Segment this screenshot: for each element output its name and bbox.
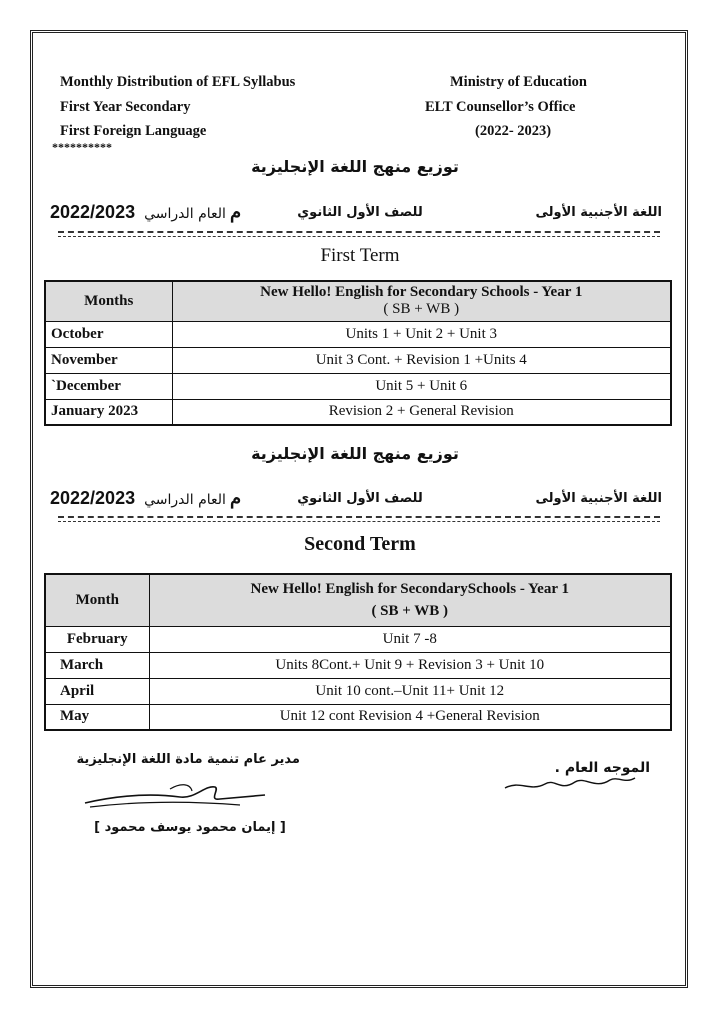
separator-line-1b [58, 236, 660, 237]
content-cell: Revision 2 + General Revision [172, 399, 671, 425]
table-row [45, 373, 671, 399]
first-term-table [44, 280, 672, 426]
arabic-class-2: للصف الأول الثانوي [297, 491, 423, 506]
months-column-header: Months [45, 281, 172, 321]
content-cell: Unit 5 + Unit 6 [172, 373, 671, 399]
arabic-title-1: توزيع منهج اللغة الإنجليزية [251, 157, 459, 176]
header-right-line-1: Ministry of Education [450, 74, 587, 90]
book-column-header [149, 574, 671, 626]
book-title: New Hello! English for SecondarySchools - Year 1 [250, 581, 569, 598]
month-cell: `December [45, 373, 172, 399]
separator-line-2a [58, 516, 660, 518]
table-header-row [45, 281, 671, 321]
content-cell: Unit 12 cont Revision 4 +General Revision [149, 704, 671, 730]
second-term-table [44, 573, 672, 731]
arabic-language-2: اللغة الأجنبية الأولى [535, 491, 662, 506]
book-components: ( SB + WB ) [383, 301, 460, 318]
table-row [45, 652, 671, 678]
arabic-year-block-1 [50, 202, 241, 223]
table-header-row [45, 574, 671, 626]
right-signature-icon [500, 770, 640, 800]
table-row [45, 321, 671, 347]
header-left-line-3: First Foreign Language [60, 123, 207, 139]
arabic-year-label-2: العام الدراسي [144, 492, 226, 508]
month-cell: April [45, 678, 149, 704]
header-left-line-2: First Year Secondary [60, 99, 191, 115]
month-cell: November [45, 347, 172, 373]
arabic-year-1: 2022/2023 م [50, 202, 242, 222]
arabic-title-2: توزيع منهج اللغة الإنجليزية [251, 444, 459, 463]
arabic-class-1: للصف الأول الثانوي [297, 205, 423, 220]
separator-line-1a [58, 231, 660, 233]
arabic-language-1: اللغة الأجنبية الأولى [535, 205, 662, 220]
month-cell: January 2023 [45, 399, 172, 425]
month-cell: March [45, 652, 149, 678]
table-row [45, 678, 671, 704]
content-cell: Unit 7 -8 [149, 626, 671, 652]
content-cell: Units 1 + Unit 2 + Unit 3 [172, 321, 671, 347]
arabic-year-label-1: العام الدراسي [144, 206, 226, 222]
book-components: ( SB + WB ) [371, 603, 449, 620]
book-column-header [172, 281, 671, 321]
term-heading-1: First Term [320, 245, 400, 266]
term-heading-2: Second Term [304, 533, 416, 555]
stars-separator: ********** [52, 140, 112, 154]
table-row [45, 347, 671, 373]
table-row [45, 704, 671, 730]
content-cell: Units 8Cont.+ Unit 9 + Revision 3 + Unit 10 [149, 652, 671, 678]
separator-line-2b [58, 521, 660, 522]
table-row [45, 626, 671, 652]
header-right-line-2: ELT Counsellor’s Office [425, 99, 576, 115]
month-cell: February [45, 626, 149, 652]
arabic-year-2: 2022/2023 م [50, 488, 242, 508]
content-cell: Unit 3 Cont. + Revision 1 +Units 4 [172, 347, 671, 373]
book-title: New Hello! English for Secondary Schools - Year 1 [260, 284, 583, 301]
month-cell: October [45, 321, 172, 347]
month-column-header: Month [45, 574, 149, 626]
arabic-year-block-2 [50, 488, 241, 509]
header-left-line-1: Monthly Distribution of EFL Syllabus [60, 74, 296, 90]
header-right-line-3: (2022- 2023) [475, 123, 552, 139]
left-signatory-title: مدير عام تنمية مادة اللغة الإنجليزية [76, 752, 300, 767]
content-cell: Unit 10 cont.–Unit 11+ Unit 12 [149, 678, 671, 704]
month-cell: May [45, 704, 149, 730]
left-signatory-name: [ إيمان محمود يوسف محمود ] [94, 820, 286, 835]
left-signature-icon [80, 775, 280, 815]
table-row [45, 399, 671, 425]
right-signatory-title: الموجه العام . [554, 760, 650, 776]
